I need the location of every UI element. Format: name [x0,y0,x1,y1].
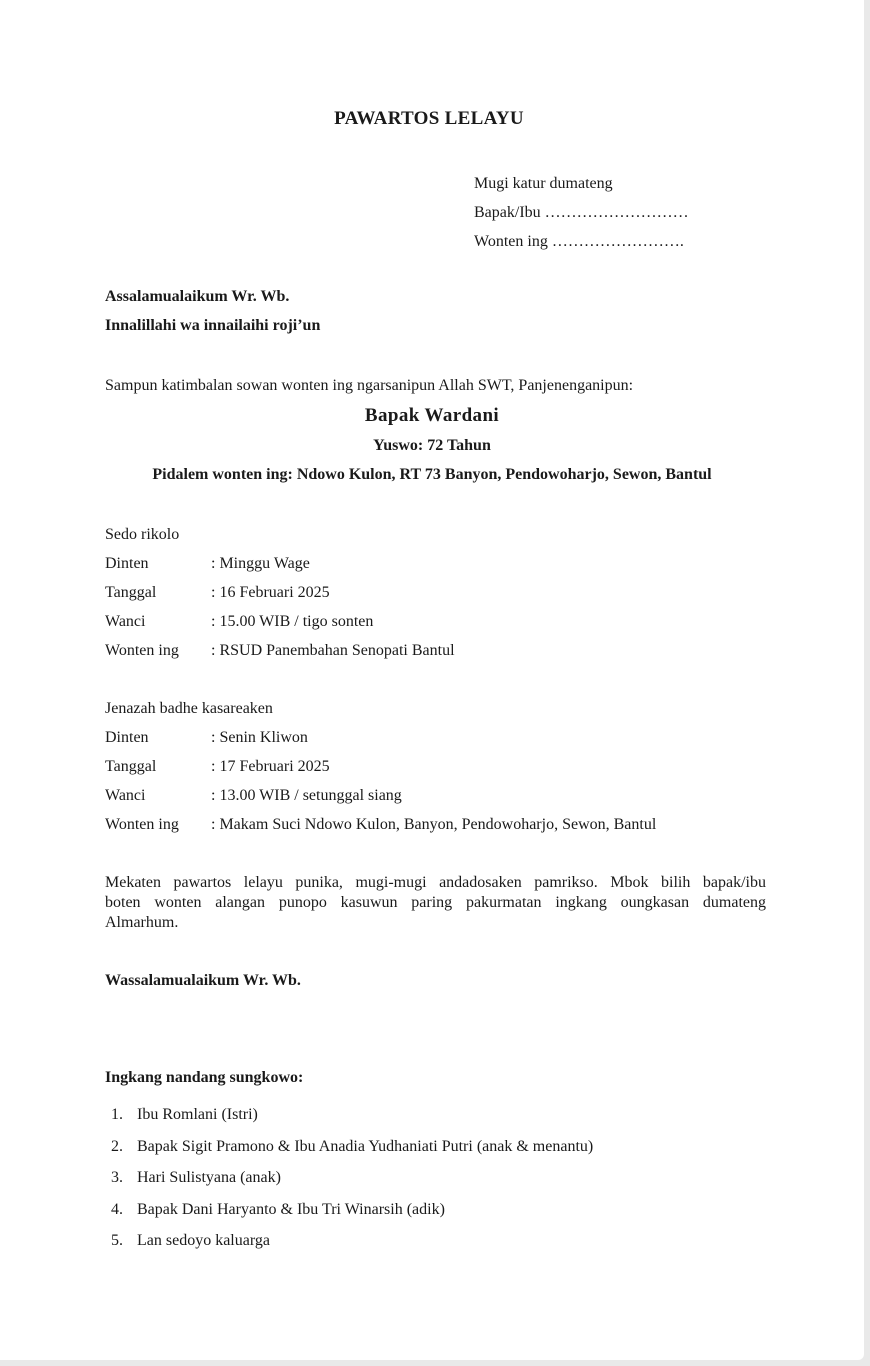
row-label: Tanggal [105,584,157,601]
closing-paragraph-line: Almarhum. [105,914,179,931]
burial-details [105,698,656,843]
list-number: 1. [111,1106,123,1123]
burial-row-time [105,785,656,814]
list-number: 3. [111,1169,123,1186]
deceased-name: Bapak Wardani [364,405,500,426]
row-value: : Minggu Wage [211,555,310,572]
death-row-time [105,611,455,640]
opening-salam: Assalamualaikum Wr. Wb. [105,288,290,305]
deceased-age: Yuswo: 72 Tahun [373,437,491,454]
list-item [105,1167,593,1199]
list-number: 2. [111,1137,123,1155]
row-value: : Makam Suci Ndowo Kulon, Banyon, Pendowoharjo, Sewon, Bantul [211,816,657,833]
row-value: : 17 Februari 2025 [211,758,330,775]
list-text: Bapak Dani Haryanto & Ibu Tri Winarsih (adik) [137,1200,445,1218]
row-label: Tanggal [105,758,157,775]
list-text: Ibu Romlani (Istri) [137,1106,258,1123]
addressee-location-line: Wonten ing ……………………. [474,233,684,250]
row-label: Wanci [105,613,146,630]
burial-heading: Jenazah badhe kasareaken [105,700,273,717]
row-value: : 16 Februari 2025 [211,584,330,601]
burial-row-place [105,814,656,843]
list-text: Bapak Sigit Pramono & Ibu Anadia Yudhaniati Putri (anak & menantu) [137,1137,594,1155]
list-item [105,1104,593,1136]
list-text: Hari Sulistyana (anak) [137,1169,281,1186]
closing-paragraph-line: boten wonten alangan punopo kasuwun paring pakurmatan ingkang oungkasan dumateng [105,894,766,911]
burial-row-day [105,727,656,756]
death-details [105,524,455,669]
row-value: : 13.00 WIB / setunggal siang [211,787,402,804]
mourners-list [105,1104,593,1262]
death-row-date [105,582,455,611]
closing-paragraph [105,873,766,933]
innalillahi-line: Innalillahi wa innailaihi roji’un [105,317,321,334]
row-label: Dinten [105,729,149,746]
page-title: PAWARTOS LELAYU [334,108,524,129]
row-label: Wonten ing [105,642,179,659]
row-label: Wonten ing [105,816,179,833]
list-number: 4. [111,1200,123,1218]
list-item [105,1230,593,1262]
death-row-day [105,553,455,582]
closing-salam: Wassalamualaikum Wr. Wb. [105,972,301,989]
deceased-residence: Pidalem wonten ing: Ndowo Kulon, RT 73 Banyon, Pendowoharjo, Sewon, Bantul [152,466,712,483]
mourners-heading: Ingkang nandang sungkowo: [105,1069,304,1086]
addressee-line: Mugi katur dumateng [474,175,613,192]
list-number: 5. [111,1232,123,1249]
row-label: Dinten [105,555,149,572]
list-item [105,1199,593,1231]
death-heading: Sedo rikolo [105,526,180,543]
list-text: Lan sedoyo kaluarga [137,1232,270,1249]
intro-text: Sampun katimbalan sowan wonten ing ngarsanipun Allah SWT, Panjenenganipun: [105,377,634,394]
closing-paragraph-line: Mekaten pawartos lelayu punika, mugi-mugi andadosaken pamrikso. Mbok bilih bapak/ibu [105,874,766,891]
row-value: : RSUD Panembahan Senopati Bantul [211,642,455,659]
addressee-recipient-line: Bapak/Ibu ……………………… [474,204,689,221]
list-item [105,1136,593,1168]
row-value: : 15.00 WIB / tigo sonten [211,613,374,630]
death-row-place [105,640,455,669]
row-value: : Senin Kliwon [211,729,308,746]
burial-row-date [105,756,656,785]
addressee-block [474,173,689,260]
row-label: Wanci [105,787,146,804]
